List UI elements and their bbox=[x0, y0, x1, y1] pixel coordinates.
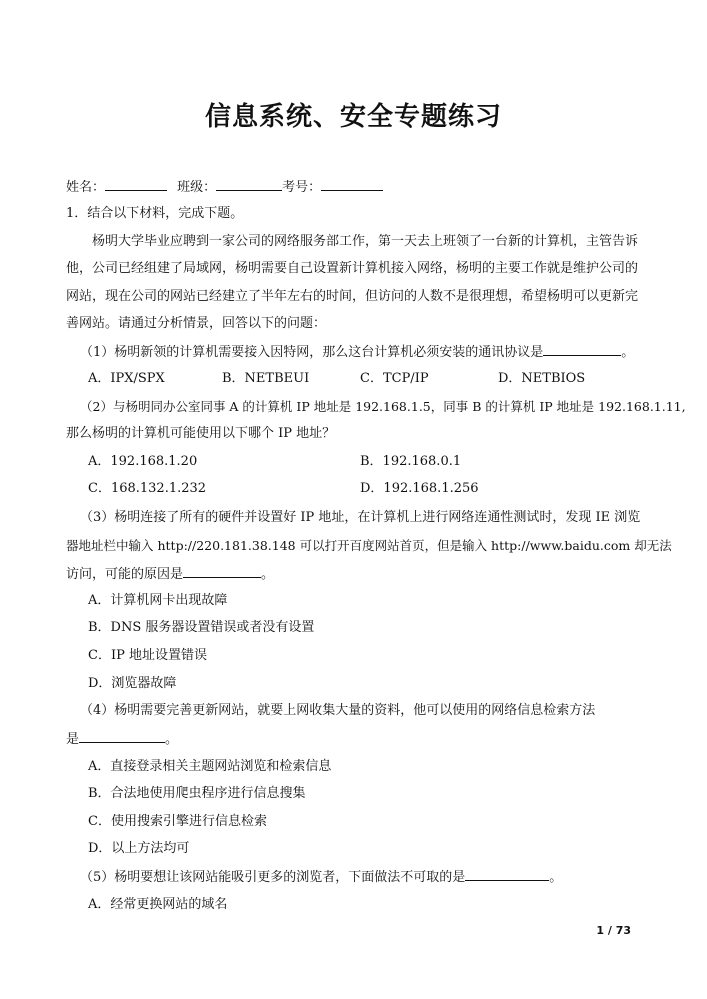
question-stem: 1．结合以下材料，完成下题。 bbox=[66, 206, 244, 221]
sub-question-1 bbox=[80, 343, 634, 362]
sub-question-5 bbox=[80, 868, 562, 887]
material-line: 他，公司已经组建了局域网，杨明需要自己设置新计算机接入网络，杨明的主要工作就是维护公司的 bbox=[66, 261, 639, 276]
answer-blank bbox=[79, 730, 165, 743]
option-c: C．使用搜索引擎进行信息检索 bbox=[88, 814, 267, 829]
answer-blank bbox=[183, 565, 261, 578]
sub-question-2-line1: （2）与杨明同办公室同事 A 的计算机 IP 地址是 192.168.1.5，同事 B 的计算机 IP 地址是 192.168.1.11, bbox=[80, 399, 686, 414]
page-title: 信息系统、安全专题练习 bbox=[204, 102, 502, 132]
sub-question-4-line1: （4）杨明需要完善更新网站，就要上网收集大量的资料，他可以使用的网络信息检索方法 bbox=[80, 703, 596, 718]
answer-blank bbox=[543, 343, 621, 356]
option-d: D．192.168.1.256 bbox=[360, 481, 479, 496]
option-c: C．168.132.1.232 bbox=[88, 481, 207, 496]
name-blank bbox=[105, 178, 167, 191]
option-d: D．NETBIOS bbox=[498, 371, 586, 386]
class-blank bbox=[216, 178, 282, 191]
sub-question-3-line3 bbox=[66, 565, 274, 584]
punctuation: 。 bbox=[165, 732, 179, 747]
option-a: A．IPX/SPX bbox=[88, 371, 165, 386]
option-a: A．直接登录相关主题网站浏览和检索信息 bbox=[88, 759, 332, 774]
option-d: D．以上方法均可 bbox=[88, 841, 190, 856]
option-d: D．浏览器故障 bbox=[88, 676, 177, 691]
sub-question-text: 访问，可能的原因是 bbox=[66, 567, 184, 582]
material-line: 杨明大学毕业应聘到一家公司的网络服务部工作，第一天去上班领了一台新的计算机，主管告诉 bbox=[92, 234, 639, 249]
punctuation: 。 bbox=[621, 345, 635, 360]
option-a: A．经常更换网站的域名 bbox=[88, 897, 228, 912]
answer-blank bbox=[465, 868, 549, 881]
student-info-line bbox=[66, 178, 383, 197]
punctuation: 。 bbox=[549, 870, 563, 885]
page-number: 1 / 73 bbox=[596, 924, 631, 937]
sub-question-3-line1: （3）杨明连接了所有的硬件并设置好 IP 地址，在计算机上进行网络连通性测试时，发现 IE 浏览 bbox=[80, 510, 641, 525]
option-c: C．IP 地址设置错误 bbox=[88, 648, 207, 663]
option-b: B．DNS 服务器设置错误或者没有设置 bbox=[88, 620, 315, 635]
option-a: A．计算机网卡出现故障 bbox=[88, 593, 228, 608]
material-line: 善网站。请通过分析情景，回答以下的问题： bbox=[66, 316, 327, 331]
punctuation: 。 bbox=[261, 567, 275, 582]
sub-question-3-line2: 器地址栏中输入 http://220.181.38.148 可以打开百度网站首页，但是输入 http://www.baidu.com 却无法 bbox=[66, 538, 672, 553]
option-b: B．合法地使用爬虫程序进行信息搜集 bbox=[88, 786, 306, 801]
material-line: 网站，现在公司的网站已经建立了半年左右的时间，但访问的人数不是很理想，希望杨明可以更新完 bbox=[66, 289, 639, 304]
sub-question-2-line2: 那么杨明的计算机可能使用以下哪个 IP 地址？ bbox=[66, 426, 336, 441]
exam-label: 考号： bbox=[282, 180, 322, 195]
sub-question-text: （5）杨明要想让该网站能吸引更多的浏览者，下面做法不可取的是 bbox=[80, 870, 466, 885]
exam-blank bbox=[321, 178, 383, 191]
class-label: 班级： bbox=[177, 180, 217, 195]
sub-question-text: （1）杨明新领的计算机需要接入因特网，那么这台计算机必须安装的通讯协议是 bbox=[80, 345, 544, 360]
name-label: 姓名： bbox=[66, 180, 106, 195]
sub-question-text: 是 bbox=[66, 732, 80, 747]
option-a: A．192.168.1.20 bbox=[88, 454, 198, 469]
option-b: B．192.168.0.1 bbox=[360, 454, 462, 469]
option-c: C．TCP/IP bbox=[360, 371, 429, 386]
option-b: B．NETBEUI bbox=[222, 371, 310, 386]
sub-question-4-line2 bbox=[66, 730, 178, 749]
